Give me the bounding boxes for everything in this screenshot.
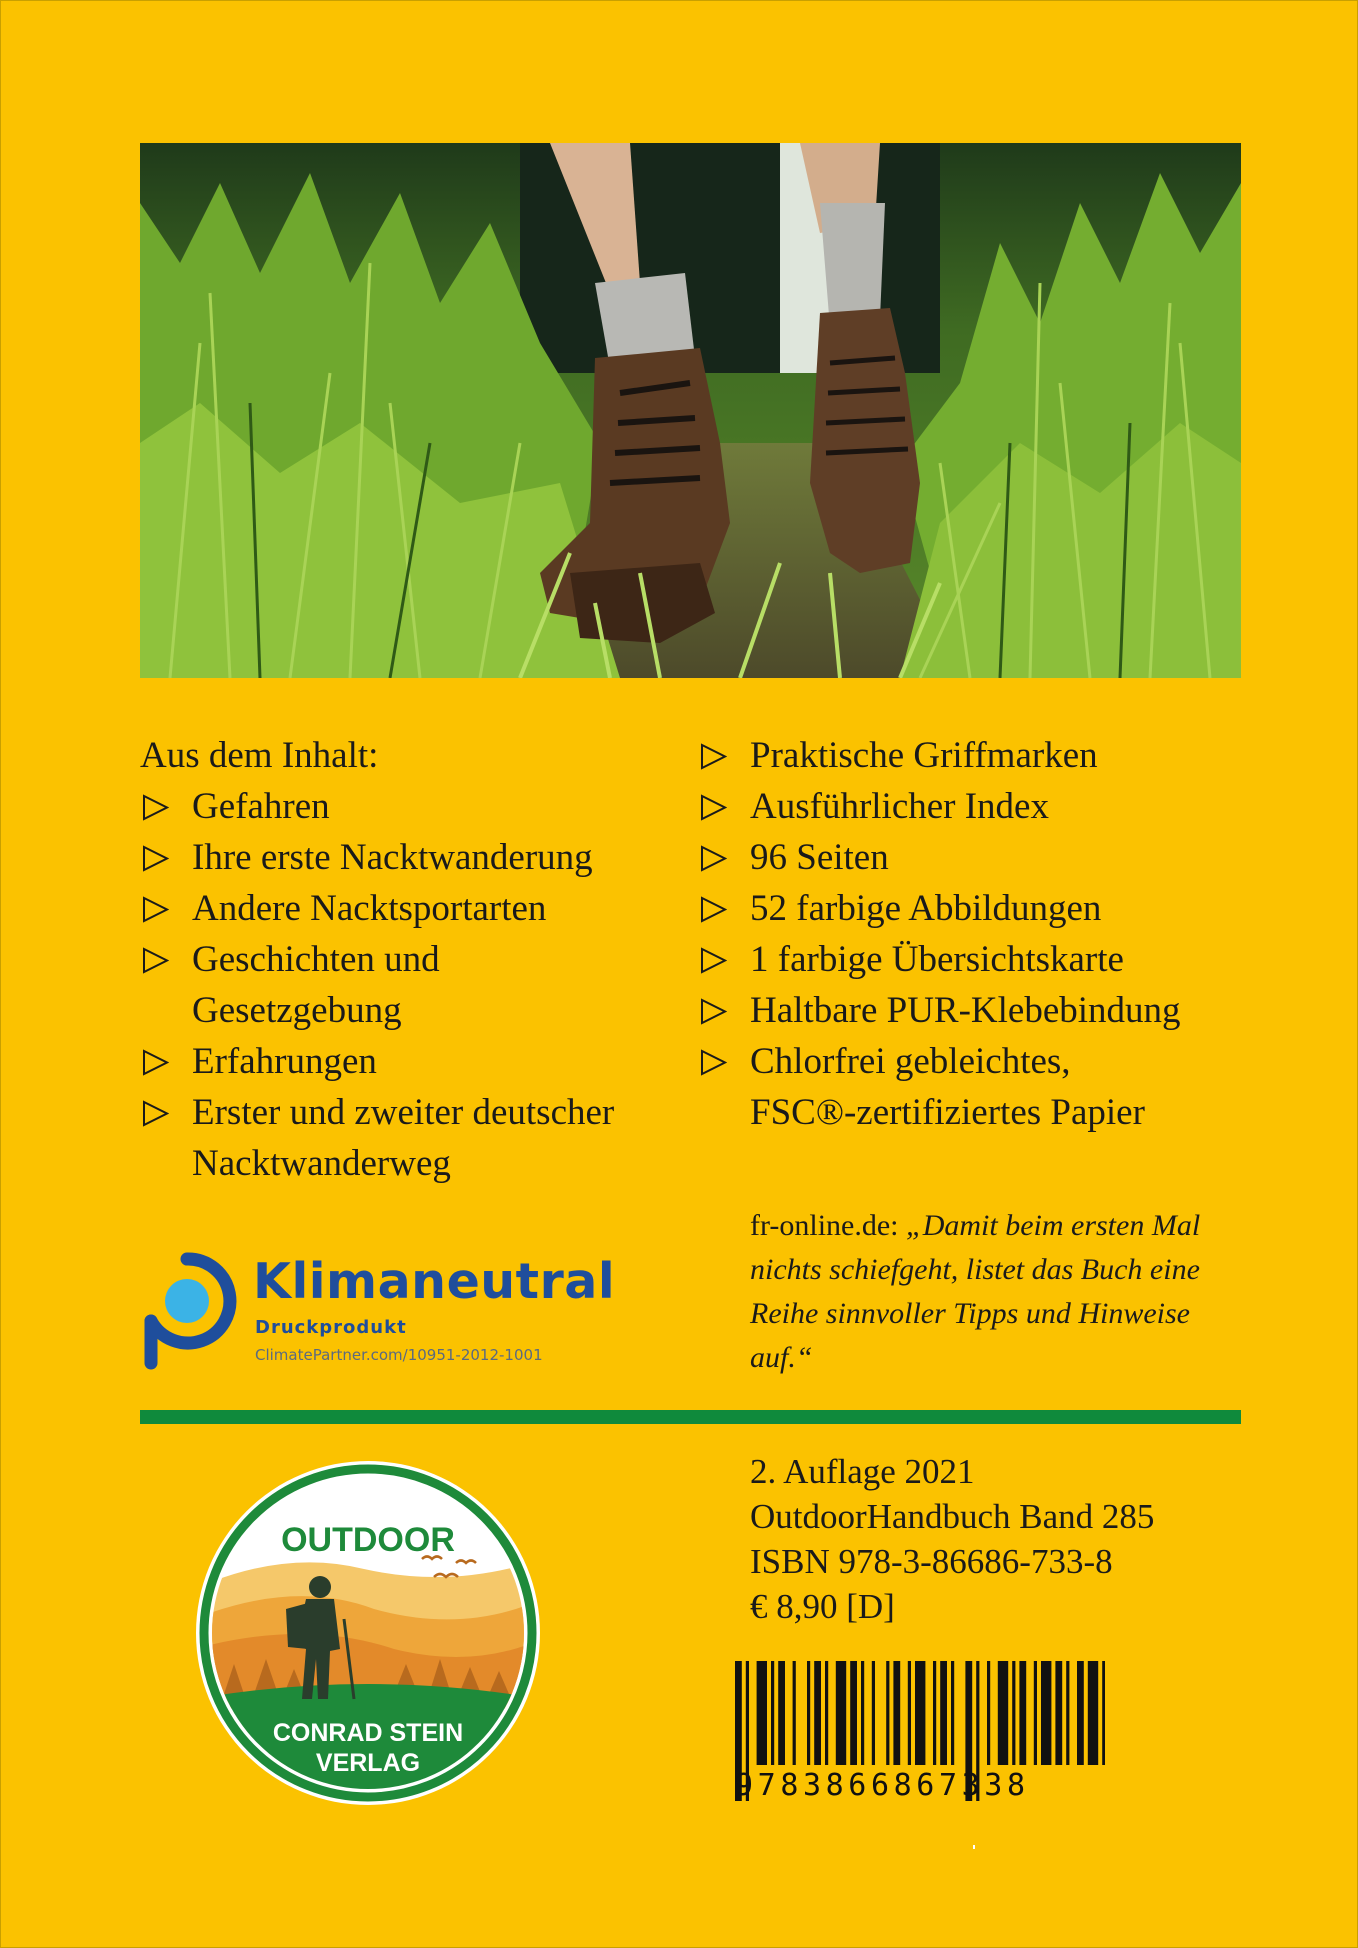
list-item [698,934,1238,985]
list-item [698,1036,1238,1138]
price: € 8,90 [D] [750,1587,895,1626]
triangle-outline-icon [142,794,169,821]
publication-info [750,1449,1154,1629]
triangle-outline-icon [700,845,727,872]
list-item [140,934,700,1036]
barcode-bar [1012,1661,1015,1765]
barcode-bar [793,1661,796,1765]
barcode-bar [951,1661,954,1765]
hiking-boots-photo [140,143,1241,678]
barcode-bar [1055,1661,1062,1765]
list-item-text: 52 farbige Abbildungen [750,888,1102,929]
triangle-outline-icon [700,1049,727,1076]
klimaneutral-title: Klimaneutral [253,1253,616,1310]
barcode-bar [836,1661,846,1765]
triangle-outline-icon [700,743,727,770]
list-item-text: Gefahren [192,786,330,827]
hiking-boots-illustration [140,143,1241,678]
quote-text: „Damit beim ersten Mal nichts schiefgeht, listet das Buch eine Reihe sinnvoller Tipps und Hinweise auf.“ [750,1209,1201,1374]
list-item-text: Nacktwanderweg [192,1143,451,1184]
badge-top-text: OUTDOOR [281,1521,455,1559]
list-item-text: Geschichten und [192,939,440,980]
list-item-text: Haltbare PUR-Klebebindung [750,990,1181,1031]
barcode-bar [915,1661,925,1765]
barcode-bar [861,1661,864,1765]
list-item [140,1087,700,1189]
list-item-text: 96 Seiten [750,837,889,878]
climate-partner-logo-icon [137,1251,237,1371]
quote-source: fr-online.de: [750,1209,907,1242]
list-item-text: Praktische Griffmarken [750,735,1098,776]
list-item-text: Ihre erste Nacktwanderung [192,837,593,878]
barcode-bar [1102,1661,1105,1765]
triangle-outline-icon [700,998,727,1025]
barcode-bar [814,1661,821,1765]
barcode-bar [908,1661,911,1765]
barcode-bar [1034,1661,1037,1765]
barcode-bar [1077,1661,1084,1765]
list-item [140,781,700,832]
barcode-bar [1019,1661,1026,1765]
barcode-bar [987,1661,990,1765]
list-item [140,832,700,883]
barcode-digits: 9783866867338 [735,1768,1030,1803]
triangle-outline-icon [142,1100,169,1127]
list-item [140,1036,700,1087]
triangle-outline-icon [142,947,169,974]
edition: 2. Auflage 2021 [750,1452,975,1491]
outdoor-badge [194,1459,542,1807]
triangle-outline-icon [142,1049,169,1076]
triangle-outline-icon [700,896,727,923]
list-item-text: Chlorfrei gebleichtes, [750,1041,1071,1082]
list-item-text: FSC®-zertifiziertes Papier [750,1092,1145,1133]
print-mark [973,1845,975,1849]
barcode-bar [1088,1661,1098,1765]
barcode-bar [778,1661,785,1765]
list-item [698,883,1238,934]
contents-list-left [140,730,700,1189]
triangle-outline-icon [142,896,169,923]
barcode-bar [757,1661,767,1765]
press-quote [750,1204,1250,1380]
contents-intro: Aus dem Inhalt: [140,735,379,776]
list-item [698,730,1238,781]
triangle-outline-icon [700,794,727,821]
series: OutdoorHandbuch Band 285 [750,1497,1155,1536]
barcode-bar [872,1661,875,1765]
barcode-bar [998,1661,1008,1765]
list-item-text: Erster und zweiter deutscher [192,1092,615,1133]
list-item [698,832,1238,883]
barcode-bar [771,1661,774,1765]
list-item-text: Ausführlicher Index [750,786,1049,827]
barcode-bar [1041,1661,1051,1765]
barcode-bar [825,1661,828,1765]
triangle-outline-icon [142,845,169,872]
klimaneutral-subtitle: Druckprodukt [255,1317,407,1338]
barcode-bar [893,1661,900,1765]
list-item-text: Erfahrungen [192,1041,377,1082]
barcode-bar [940,1661,947,1765]
triangle-outline-icon [700,947,727,974]
badge-bottom-line1: CONRAD STEIN [272,1719,464,1747]
list-item-text: Gesetzgebung [192,990,402,1031]
contents-list-right [698,730,1238,1138]
list-item-text: 1 farbige Übersichtskarte [750,939,1124,980]
green-divider [140,1410,1241,1424]
barcode-bar [807,1661,810,1765]
barcode-bar [933,1661,936,1765]
list-item-text: Andere Nacktsportarten [192,888,547,929]
barcode-bar [1066,1661,1069,1765]
barcode-bar [886,1661,889,1765]
barcode-bar [850,1661,857,1765]
list-item [698,781,1238,832]
isbn: ISBN 978-3-86686-733-8 [750,1542,1113,1581]
badge-bottom-line2: VERLAG [315,1749,421,1777]
klimaneutral-logo [137,1251,697,1376]
klimaneutral-url: ClimatePartner.com/10951-2012-1001 [255,1346,543,1364]
list-item [698,985,1238,1036]
list-item [140,883,700,934]
